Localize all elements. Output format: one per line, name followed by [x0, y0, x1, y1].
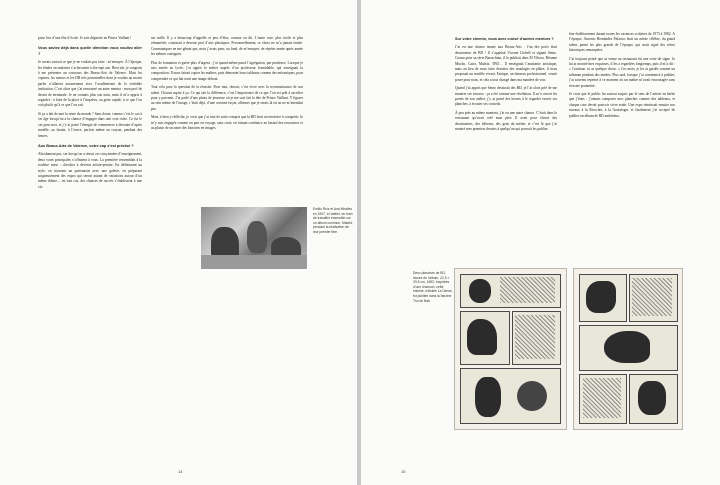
- paragraph: sur mille. Il y a beaucoup d’appelés et peu d’élus, comme on dit. L’autre voie, plus facile et plus rémunérée, consistait à devenir prof d’arts plastiques. Personnellement, ce choix ne m’a jamais tentée. Communiquer ne me gênait pas, mais j’avais peur, au fond, de m’ennuyer, de répéter année après année les mêmes consignes.: [151, 36, 303, 57]
- left-page: [0, 0, 357, 485]
- right-column-2: [569, 32, 675, 264]
- paragraph: Plus de formation et guère plus d’argent : j’ai quand même passé l’agrégation, par prudence. Lorsque je suis entrée au lycée, j’ai appris le métier auprès d’un professeur formidable, qui enseignait la composition. Il nous faisait copier les maîtres, puis démonter leurs tableaux comme des mécaniques, pour comprendre ce qui fait tenir une image debout.: [151, 60, 303, 81]
- interview-question: Sur votre chemin, vous avez croisé d’autres mentors ?: [455, 37, 554, 41]
- right-page: [361, 0, 720, 485]
- interview-question: Vous saviez déjà dans quelle direction vous vouliez aller ?: [38, 46, 142, 56]
- comic-plate-1: [454, 268, 567, 430]
- comic-plate-2: [573, 268, 683, 430]
- paragraph: Mais, à bien y réfléchir, je crois que j’ai tout de suite compris que la BD était un territoire à conquérir. Je m’y suis engagée comme on part en voyage, sans carte, en faisant confiance au hasard des rencontres et au plaisir de raconter des histoires en images.: [151, 115, 303, 131]
- paragraph: Si ça a fait de moi la reine du monde ? Sans doute, comme c’est le cas à cet âge lorsqu’on a la chance d’engager dans une voie riche. Ce fut le cas pour moi, et j’y ai puisé l’énergie de commencer à dessiner d’après modèle, au fusain, à l’encre, parfois même au crayon, pendant des heures.: [38, 111, 142, 138]
- paragraph: J’ai eu une chance inouïe aux Beaux-Arts : l’un des profs était dessinateur de BD ! Il s’appelait Vicente Llobell et signait Sento. Connu pour sa série Barrachina, il la publiait dans El Víbora, Bésame Mucho, Cairo, Madriz, TBO… Il enseignait l’anatomie artistique, mais au lieu de nous faire dessiner des moulages en plâtre, il nous proposait un modèle vivant. Enrique, un danseur professionnel, venait poser pour nous, et cela a tout changé dans ma manière de voir.: [455, 45, 557, 82]
- left-column-1: [38, 36, 142, 466]
- paragraph: À peu près au même moment, j’ai eu une autre chance. C’était dans le restaurant qu’avait créé mon père. Il avait pour clients des dessinateurs, des éditeurs, des gens du métier, et c’est là que j’ai montré mes premiers dessins à quelqu’un qui pouvait les publier.: [455, 110, 557, 132]
- photo-caption: Emilio Ruiz et Ana Miralles en 1997, à l’atelier, en train de travailler ensemble sur un album commun. Madrid, pendant la réalisation de leur premier titre.: [313, 207, 353, 234]
- paragraph: leur établissement durant toutes les vacances scolaires de 1973 à 1982. À l’époque, Antonio Hernández Palacios était un artiste célèbre, du grand talent, parmi les plus grands de l’époque, qui avait signé des séries historiques remarquées.: [569, 32, 675, 53]
- paragraph: prise lors d’une fête d’école. Je suis déguisée en Prince Vaillant !: [38, 36, 132, 40]
- paragraph: Tout cela pose la question de la réussite. Pour moi, réussir, c’est vivre avec la reconnaissance de son talent. Chacun aspire à ça. Ce qui fait la différence, c’est l’importance de ce que l’on est prêt à sacrifier pour y parvenir. J’ai parlé d’une photo de jeunesse où je me suis fait la tête de Prince Vaillant. Y figurer au sein même de l’image, c’était déjà, d’une certaine façon, affirmer que je serais là où on ne m’attendait pas.: [151, 85, 303, 111]
- interview-question: Aux Beaux-Arts de Valence, votre cap s’est précisé ?: [38, 143, 134, 148]
- right-column-1: [455, 32, 557, 264]
- paragraph: J’ai toujours pensé que sa venue au restaurant fut une sorte de signe. Je lui ai montré mes esquisses, il les a regardées longtemps, puis il m’a dit : « Continue, tu as quelque chose. » Ces mots, je les ai gardés comme un talisman pendant des années. Plus tard, lorsque j’ai commencé à publier, j’ai souvent repensé à ce moment où un maître m’avait encouragée sans rien me promettre.: [569, 56, 675, 88]
- paragraph: Je crois que le public fut surtout surpris par le sens de l’artiste en herbe que j’étais : j’aimais composer mes planches comme des tableaux, et chaque case devait pouvoir vivre seule. Une expo réunissait ensuite nos travaux à la Ricochet, à la Gostaloger, et finalement j’ai accepté de publier un album de BD ambitieux.: [569, 92, 675, 118]
- paragraph: Absolument pas, car lorsqu’on a réussi ces cinq années d’enseignement, deux voies principales s’offraient à vous. La première ressemblait à la roulette russe : chercher à devenir artiste-peintre. En définissant un style, en trouvant un partenariat avec une galerie, en préparant soigneusement des expos qui seront autant de variations autour d’un même thème… en tout cas, des chances de succès s’établissent à une vie.: [38, 152, 142, 189]
- paragraph: Je savais surtout ce que je ne voulais pas faire : m’ennuyer. À l’époque, les études secondaires s’achevaient à dix-sept ans. Bien sûr, je songeais à me présenter au concours des Beaux-Arts de Valence. Mais les copines, les tuteurs et les DR très personnelles dont je voulais au moins parler n’allaient aucunement avec l’académisme de la véritable institution. C’est alors que j’ai rencontré un autre mentor : mon prof de dessin de terminale. Je ne connais plus son nom, mais il m’a appris à regarder : à faire de la place à l’imprévu, au geste rapide, à ce que l’on voit plutôt qu’à ce que l’on sait.: [38, 60, 142, 108]
- workshop-photo: [201, 207, 307, 269]
- plates-caption: Deux planches de BD, issues de l’album, 22,5 × 29,5 cm, 1983. Inspirées d’une chanson, cette histoire, intitulée La Dense, fut publiée dans la fanzine Trol de Bab: [413, 271, 453, 303]
- right-page-number: 15: [401, 469, 406, 474]
- left-page-number: 14: [178, 469, 183, 474]
- paragraph: Quand j’ai appris que Sento dessinait des BD, je l’ai alors prié de me montrer ses travaux : ça a été comme une révélation. Il m’a ouvert les portes de son atelier, j’y ai passé des heures à le regarder encrer ses planches, à écouter ses conseils.: [455, 86, 557, 107]
